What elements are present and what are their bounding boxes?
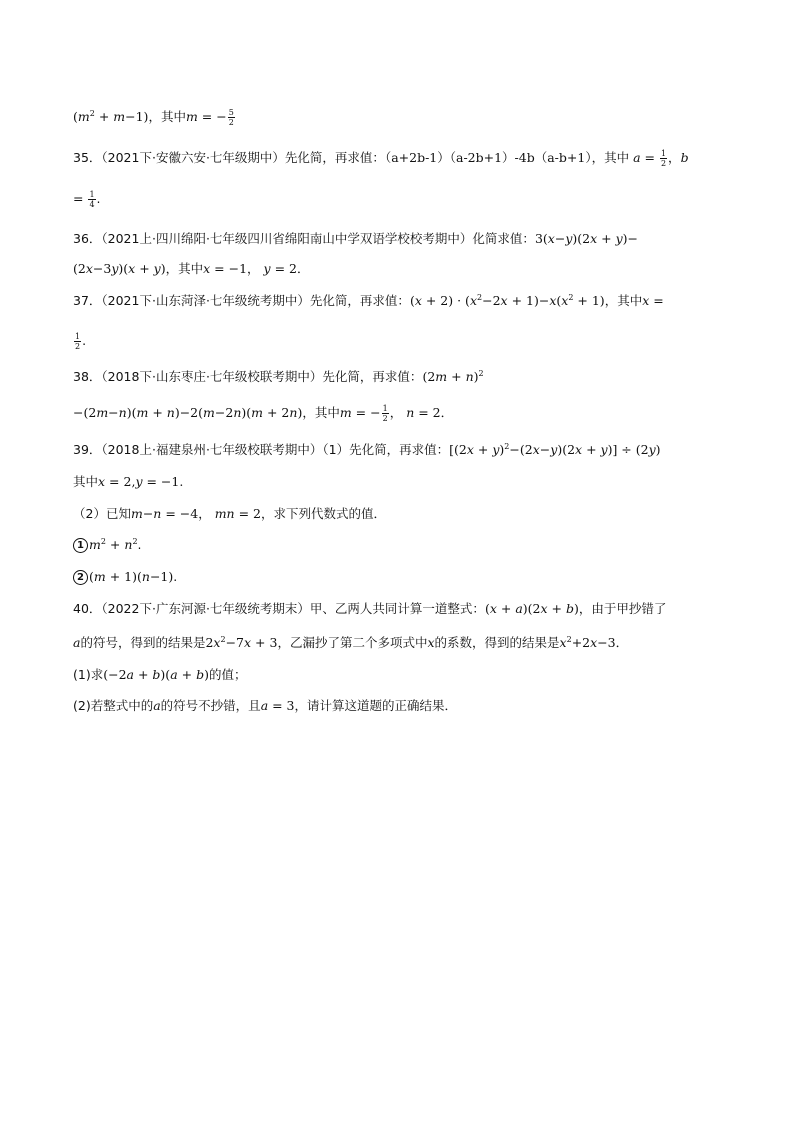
problem-number: 38． bbox=[73, 369, 102, 384]
circled-number-1: 1 bbox=[73, 538, 88, 553]
problem-source: （2021上·四川绵阳·七年级四川省绵阳南山中学双语学校校考期中） bbox=[101, 231, 473, 246]
problem-40-q1: (1)求(−2a + b)(a + b)的值； bbox=[73, 667, 247, 682]
problem-source: （2021下·山东菏泽·七年级统考期中） bbox=[101, 293, 310, 308]
problem-37-line2: $\frac{1}{2}$ . bbox=[75, 332, 87, 351]
problem-source: （2018上·福建泉州·七年级校联考期中） bbox=[101, 442, 323, 457]
problem-number: 40． bbox=[73, 601, 102, 616]
problem-number: 36． bbox=[73, 231, 102, 246]
circled-number-2: 2 bbox=[73, 570, 88, 585]
problem-35-line2: = $\frac{1}{4}$ . bbox=[73, 190, 101, 209]
problem-number: 35． bbox=[73, 150, 102, 165]
problem-37-line1: 37．（2021下·山东菏泽·七年级统考期中）先化简，再求值：$(x + 2) \cdot (x^2-2x + 1)-x(x^2 + 1)$，其中x = bbox=[73, 293, 664, 308]
problem-source: （2021下·安徽六安·七年级期中） bbox=[101, 150, 285, 165]
problem-number: 37． bbox=[73, 293, 102, 308]
problem-35-expression: （a+2b-1）（a-2b+1）-4b（a-b+1） bbox=[384, 150, 592, 165]
problem-36-line2: (2x−3y)(x + y)，其中x = −1， y = 2． bbox=[73, 261, 310, 276]
problem-38-line2: −(2m−n)(m + n)−2(m−2n)(m + 2n)，其中m = − $\frac{1}{2}$ ， n = 2． bbox=[73, 404, 454, 423]
problem-40-q2: (2)若整式中的a的符号不抄错，且a = 3，请计算这道题的正确结果． bbox=[73, 698, 458, 713]
problem-40-line1: 40．（2022下·广东河源·七年级统考期末）甲、乙两人共同计算一道整式：(x + a)(2x + b)，由于甲抄错了 bbox=[73, 601, 667, 616]
problem-36-line1: 36．（2021上·四川绵阳·七年级四川省绵阳南山中学双语学校校考期中）化简求值：3(x−y)(2x + y)− bbox=[73, 231, 639, 246]
problem-40-line2: a的符号，得到的结果是$2x^2-7x + 3$，乙漏抄了第二个多项式中x的系数，得到的结果是$x^2+2x-3$． bbox=[73, 635, 629, 650]
problem-source: （2018下·山东枣庄·七年级校联考期中） bbox=[101, 369, 323, 384]
problem-34-tail: $(m^2 + m-1)$，其中m = − $\frac{5}{2}$ bbox=[73, 108, 234, 127]
problem-39-line1: 39．（2018上·福建泉州·七年级校联考期中）（1）先化简，再求值：$[(2x + y)^2-(2x-y)(2x + y)] \div (2y)$ bbox=[73, 442, 661, 457]
problem-39-sub1: 1 $m^2 + n^2$. bbox=[73, 536, 142, 554]
problem-number: 39． bbox=[73, 442, 102, 457]
problem-39-line2: 其中x = 2,y = −1. bbox=[73, 474, 184, 489]
problem-source: （2022下·广东河源·七年级统考期末） bbox=[101, 601, 310, 616]
problem-35-line1: 35．（2021下·安徽六安·七年级期中）先化简，再求值：（a+2b-1）（a-2b+1）-4b（a-b+1），其中 a = $\frac{1}{2}$ ，b bbox=[73, 149, 689, 168]
problem-38-line1: 38．（2018下·山东枣庄·七年级校联考期中）先化简，再求值：$(2m + n)^2$ bbox=[73, 369, 484, 384]
problem-39-sub2: 2 (m + 1)(n−1). bbox=[73, 568, 177, 586]
problem-39-line3: （2）已知m−n = −4， mn = 2，求下列代数式的值． bbox=[73, 506, 386, 521]
